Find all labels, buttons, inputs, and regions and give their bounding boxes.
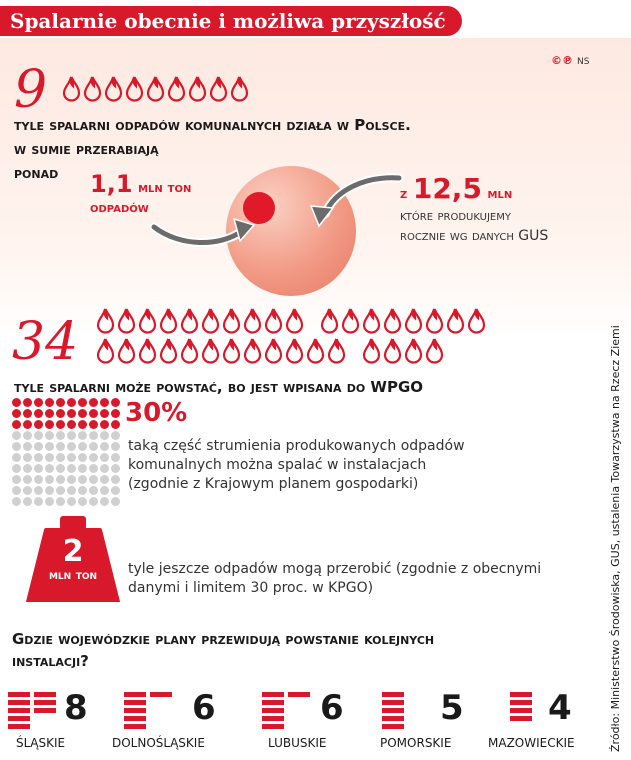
region-count: 6 xyxy=(192,688,216,728)
region-dolnoslaskie xyxy=(112,686,244,756)
share-dot xyxy=(67,497,76,506)
share-dot xyxy=(111,431,120,440)
share-dot xyxy=(34,497,43,506)
region-bar xyxy=(124,724,146,729)
region-pomorskie xyxy=(382,686,482,756)
flame-icon xyxy=(327,338,346,364)
share-dot xyxy=(56,497,65,506)
share-text-line3: (zgodnie z Krajowym planem gospodarki) xyxy=(128,476,419,492)
share-dot xyxy=(34,464,43,473)
share-dot xyxy=(67,398,76,407)
flame-icon xyxy=(201,308,220,334)
share-dot xyxy=(89,409,98,418)
share-dot xyxy=(56,409,65,418)
remaining-text-line2: danymi i limitem 30 proc. w KPGO) xyxy=(128,580,374,596)
share-dot xyxy=(23,431,32,440)
remaining-value: 2 xyxy=(62,534,84,569)
region-bar xyxy=(8,716,30,721)
source-note: Źródło: Ministerstwo Środowiska, GUS, ustalenia Towarzystwa na Rzecz Ziemi xyxy=(609,325,622,752)
region-name: POMORSKIE xyxy=(380,736,452,750)
flames-potential-row1 xyxy=(96,308,486,334)
share-dot xyxy=(67,420,76,429)
share-dot xyxy=(67,409,76,418)
flame-icon xyxy=(138,308,157,334)
region-bar xyxy=(510,700,532,705)
flame-icon xyxy=(138,338,157,364)
share-dot xyxy=(12,409,21,418)
processed-value: 1,1 xyxy=(90,170,133,198)
flame-icon xyxy=(383,338,402,364)
total-prefix: z xyxy=(400,186,408,202)
share-dot xyxy=(34,453,43,462)
flame-icon xyxy=(243,338,262,364)
share-dot xyxy=(45,486,54,495)
share-dot xyxy=(78,486,87,495)
processed-unit: mln ton xyxy=(138,180,192,196)
remaining-amount xyxy=(26,536,120,583)
share-dot xyxy=(100,486,109,495)
region-name: MAZOWIECKIE xyxy=(488,736,575,750)
region-bar xyxy=(124,700,146,705)
share-dot xyxy=(111,497,120,506)
total-line2: rocznie wg danych GUS xyxy=(400,228,549,244)
share-dot xyxy=(34,431,43,440)
share-dot xyxy=(45,442,54,451)
flame-icon xyxy=(180,308,199,334)
share-dot xyxy=(67,442,76,451)
share-dot xyxy=(12,442,21,451)
total-unit: mln xyxy=(487,186,513,202)
region-bar xyxy=(262,716,284,721)
share-dot xyxy=(56,486,65,495)
share-dot xyxy=(45,431,54,440)
flame-icon xyxy=(222,308,241,334)
region-bar xyxy=(510,692,532,697)
flame-icon xyxy=(180,338,199,364)
share-dot xyxy=(12,464,21,473)
share-dot xyxy=(45,409,54,418)
share-dot xyxy=(100,420,109,429)
share-dot xyxy=(89,431,98,440)
region-bar xyxy=(510,708,532,713)
share-dot xyxy=(23,398,32,407)
region-bar xyxy=(382,716,404,721)
share-dot xyxy=(34,442,43,451)
share-dot xyxy=(56,453,65,462)
flame-icon xyxy=(159,338,178,364)
region-bar xyxy=(34,692,56,697)
flame-icon xyxy=(362,338,381,364)
remaining-text-line1: tyle jeszcze odpadów mogą przerobić (zgodnie z obecnymi xyxy=(128,561,542,577)
region-bar xyxy=(8,724,30,729)
region-count: 8 xyxy=(64,688,88,728)
share-dot xyxy=(45,464,54,473)
region-bar xyxy=(382,724,404,729)
current-count: 9 xyxy=(14,60,48,120)
share-dot xyxy=(23,486,32,495)
share-dot xyxy=(100,464,109,473)
share-dot xyxy=(78,497,87,506)
share-dot xyxy=(12,453,21,462)
share-dot xyxy=(23,453,32,462)
share-dot xyxy=(111,409,120,418)
copyright xyxy=(551,54,589,67)
potential-text: tyle spalarni może powstać, bo jest wpisana do WPGO xyxy=(14,378,424,396)
region-bar xyxy=(8,692,30,697)
share-dot xyxy=(89,442,98,451)
region-count: 4 xyxy=(548,688,572,728)
region-count: 6 xyxy=(320,688,344,728)
share-text xyxy=(128,437,465,494)
share-dot xyxy=(67,431,76,440)
region-count: 5 xyxy=(440,688,464,728)
region-bar xyxy=(382,692,404,697)
share-dot xyxy=(67,464,76,473)
share-dot xyxy=(78,409,87,418)
share-dot xyxy=(78,475,87,484)
copyright-symbols: ©℗ xyxy=(551,54,573,67)
share-dot xyxy=(78,453,87,462)
share-dot xyxy=(111,398,120,407)
flame-icon xyxy=(243,308,262,334)
share-dot xyxy=(45,453,54,462)
flames-current xyxy=(62,76,249,102)
region-bar xyxy=(8,700,30,705)
share-dot xyxy=(100,497,109,506)
share-dot xyxy=(12,398,21,407)
share-dot xyxy=(89,497,98,506)
total-value: 12,5 xyxy=(412,172,482,205)
arrow-right-icon xyxy=(305,170,408,230)
region-bar xyxy=(34,708,56,713)
region-bar xyxy=(510,716,532,721)
flame-icon xyxy=(104,76,123,102)
region-name: ŚLĄSKIE xyxy=(16,736,66,750)
share-dot xyxy=(111,475,120,484)
region-bar xyxy=(288,692,310,697)
share-dot xyxy=(45,398,54,407)
flame-icon xyxy=(341,308,360,334)
share-dot xyxy=(111,442,120,451)
region-bar xyxy=(382,708,404,713)
share-dot xyxy=(67,475,76,484)
share-dot xyxy=(67,453,76,462)
share-dot xyxy=(34,475,43,484)
flame-icon xyxy=(167,76,186,102)
share-dot xyxy=(100,453,109,462)
region-mazowieckie xyxy=(488,686,610,756)
region-bar xyxy=(262,692,284,697)
region-name: LUBUSKIE xyxy=(268,736,327,750)
region-bar xyxy=(150,692,172,697)
regions-question-line2: instalacji? xyxy=(12,652,89,670)
share-dot xyxy=(111,486,120,495)
share-dot xyxy=(100,431,109,440)
flame-icon xyxy=(320,308,339,334)
region-bar xyxy=(124,692,146,697)
region-bar xyxy=(8,708,30,713)
share-dot xyxy=(56,442,65,451)
share-text-line2: komunalnych można spalać w instalacjach xyxy=(128,457,427,473)
flame-icon xyxy=(117,338,136,364)
author-initials: NS xyxy=(577,57,590,67)
share-dot xyxy=(78,442,87,451)
regions-question-line1: Gdzie wojewódzkie plany przewidują powstanie kolejnych xyxy=(12,630,435,648)
flame-icon xyxy=(264,308,283,334)
share-dot xyxy=(12,497,21,506)
current-line1: tyle spalarni odpadów komunalnych działa w Polsce. xyxy=(14,116,411,134)
share-dot xyxy=(89,486,98,495)
flame-icon xyxy=(264,338,283,364)
region-bar xyxy=(262,700,284,705)
share-dot xyxy=(78,420,87,429)
share-dot xyxy=(23,409,32,418)
region-bar xyxy=(34,700,56,705)
flame-icon xyxy=(209,76,228,102)
flame-icon xyxy=(467,308,486,334)
flame-icon xyxy=(96,308,115,334)
current-line2: w sumie przerabiają xyxy=(14,140,159,158)
flame-icon xyxy=(230,76,249,102)
share-dot xyxy=(89,475,98,484)
share-dot xyxy=(56,464,65,473)
share-dot xyxy=(78,464,87,473)
share-dot xyxy=(89,453,98,462)
region-bar xyxy=(124,716,146,721)
share-dot xyxy=(23,420,32,429)
share-dot xyxy=(56,420,65,429)
share-dot xyxy=(67,486,76,495)
arrow-left-icon xyxy=(150,205,260,250)
share-dot xyxy=(111,453,120,462)
share-dot xyxy=(56,431,65,440)
region-name: DOLNOŚLĄSKIE xyxy=(112,736,205,750)
share-dot xyxy=(34,409,43,418)
title-bar xyxy=(0,6,462,36)
share-dot xyxy=(111,464,120,473)
share-dot xyxy=(100,475,109,484)
share-dot xyxy=(12,486,21,495)
flame-icon xyxy=(125,76,144,102)
share-dot xyxy=(100,442,109,451)
share-dot xyxy=(34,420,43,429)
flame-icon xyxy=(425,338,444,364)
flame-icon xyxy=(362,308,381,334)
share-dot xyxy=(111,420,120,429)
share-dot xyxy=(89,398,98,407)
page-title: Spalarnie obecnie i możliwa przyszłość xyxy=(10,9,446,33)
share-dot xyxy=(100,398,109,407)
share-dot xyxy=(23,442,32,451)
flame-icon xyxy=(83,76,102,102)
share-dot xyxy=(12,431,21,440)
share-dot xyxy=(56,398,65,407)
total-line1: które produkujemy xyxy=(400,208,511,224)
flame-icon xyxy=(285,308,304,334)
share-dot xyxy=(23,475,32,484)
remaining-unit: mln ton xyxy=(48,568,98,583)
share-dot xyxy=(12,475,21,484)
share-dot xyxy=(78,431,87,440)
remaining-text xyxy=(128,560,541,598)
current-line3: ponad xyxy=(14,164,59,182)
region-bar xyxy=(124,708,146,713)
share-dot xyxy=(45,420,54,429)
region-bar xyxy=(262,708,284,713)
flame-icon xyxy=(404,308,423,334)
region-lubuskie xyxy=(262,686,362,756)
share-dot xyxy=(89,420,98,429)
share-dot xyxy=(89,464,98,473)
flame-icon xyxy=(62,76,81,102)
regions-question xyxy=(12,628,612,672)
flames-potential-row2 xyxy=(96,338,444,364)
share-dot xyxy=(45,497,54,506)
share-dot xyxy=(34,486,43,495)
share-dot xyxy=(78,398,87,407)
share-dot xyxy=(45,475,54,484)
share-dot xyxy=(34,398,43,407)
share-dot xyxy=(56,475,65,484)
region-bar xyxy=(262,724,284,729)
total-amount xyxy=(400,172,512,205)
region-bar xyxy=(382,700,404,705)
flame-icon xyxy=(425,308,444,334)
flame-icon xyxy=(306,338,325,364)
flame-icon xyxy=(222,338,241,364)
flame-icon xyxy=(446,308,465,334)
share-dot xyxy=(23,497,32,506)
share-text-line1: taką część strumienia produkowanych odpadów xyxy=(128,438,465,454)
flame-icon xyxy=(96,338,115,364)
flame-icon xyxy=(285,338,304,364)
flame-icon xyxy=(404,338,423,364)
share-dot xyxy=(12,420,21,429)
flame-icon xyxy=(188,76,207,102)
share-percent: 30% xyxy=(125,398,188,428)
region-slaskie xyxy=(8,686,108,756)
share-dot xyxy=(23,464,32,473)
flame-icon xyxy=(117,308,136,334)
flame-icon xyxy=(159,308,178,334)
flame-icon xyxy=(383,308,402,334)
potential-count: 34 xyxy=(12,312,79,372)
share-dot xyxy=(100,409,109,418)
processed-label: odpadów xyxy=(90,200,149,216)
flame-icon xyxy=(201,338,220,364)
flame-icon xyxy=(146,76,165,102)
